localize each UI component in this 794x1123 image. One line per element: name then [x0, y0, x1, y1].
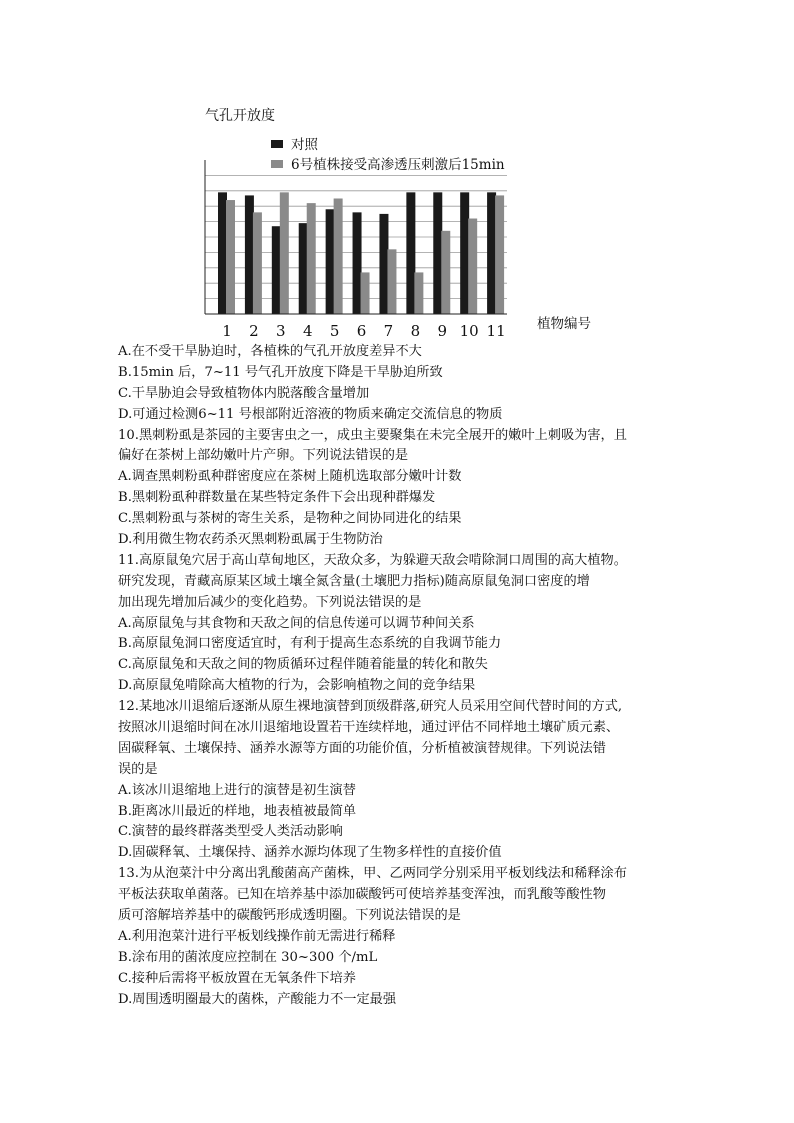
text-line: A.该冰川退缩地上进行的演替是初生演替: [118, 782, 356, 798]
bar-control: [433, 192, 442, 314]
x-tick-label: 2: [249, 322, 259, 340]
x-tick-label: 4: [302, 322, 313, 340]
text-line: B.涂布用的菌浓度应控制在 30~300 个/mL: [118, 949, 378, 965]
x-tick-label: 1: [222, 322, 232, 340]
text-line: C.高原鼠兔和天敌之间的物质循环过程伴随着能量的转化和散失: [118, 657, 488, 673]
bar-treatment: [387, 249, 396, 314]
bar-treatment: [361, 272, 370, 314]
x-tick-label: 7: [383, 322, 394, 340]
text-line: D.可通过检测6~11 号根部附近溶液的物质来确定交流信息的物质: [118, 406, 503, 422]
bar-treatment: [468, 219, 477, 314]
text-line: 加出现先增加后减少的变化趋势。下列说法错误的是: [118, 594, 422, 610]
text-line: 11.高原鼠兔穴居于高山草甸地区，天敌众多，为躲避天敌会啃除洞口周围的高大植物。: [118, 552, 627, 568]
text-line: D.利用微生物农药杀灭黑刺粉虱属于生物防治: [118, 532, 383, 548]
text-line: 按照冰川退缩时间在冰川退缩地设置若干连续样地，通过评估不同样地土壤矿质元素、: [118, 720, 620, 736]
bar-treatment: [307, 203, 316, 314]
x-tick-label: 9: [437, 322, 448, 340]
bar-control: [353, 212, 362, 314]
chart-legend: [271, 137, 505, 173]
text-line: B.15min 后，7~11 号气孔开放度下降是干旱胁迫所致: [118, 364, 443, 380]
text-line: 误的是: [118, 761, 158, 777]
bar-control: [460, 192, 469, 314]
bar-treatment: [280, 192, 289, 314]
x-tick-label: 6: [356, 322, 367, 340]
text-line: A.高原鼠兔与其食物和天敌之间的信息传递可以调节种间关系: [118, 615, 475, 631]
question-text: [118, 342, 718, 1011]
bar-control: [326, 209, 335, 314]
text-line: 研究发现，青藏高原某区域土壤全氮含量(土壤肥力指标)随高原鼠兔洞口密度的增: [118, 573, 590, 589]
text-line: B.黑刺粉虱种群数量在某些特定条件下会出现种群爆发: [118, 490, 436, 506]
x-tick-label: 5: [329, 322, 340, 340]
stomatal-opening-bar-chart: [195, 100, 615, 350]
text-line: A.在不受干旱胁迫时，各植株的气孔开放度差异不大: [118, 344, 422, 359]
x-tick-label: 11: [486, 322, 506, 340]
bar-treatment: [441, 231, 450, 314]
x-tick-labels: [222, 322, 505, 340]
text-line: C.黑刺粉虱与茶树的寄生关系，是物种之间协同进化的结果: [118, 511, 462, 527]
bar-treatment: [253, 212, 262, 314]
legend-swatch: [271, 160, 283, 168]
x-tick-label: 10: [459, 322, 479, 340]
legend-label: 6号植株接受高渗透压刺激后15min: [291, 157, 505, 173]
text-line: C.干旱胁迫会导致植物体内脱落酸含量增加: [118, 385, 370, 401]
legend-label: 对照: [291, 137, 318, 153]
bar-treatment: [334, 199, 343, 315]
text-line: 12.某地冰川退缩后逐渐从原生裸地演替到顶级群落,研究人员采用空间代替时间的方式,: [118, 699, 623, 715]
text-line: C.演替的最终群落类型受人类活动影响: [118, 824, 343, 840]
text-line: D.固碳释氧、土壤保持、涵养水源均体现了生物多样性的直接价值: [118, 845, 502, 861]
text-line: 质可溶解培养基中的碳酸钙形成透明圈。下列说法错误的是: [118, 908, 461, 924]
text-line: A.利用泡菜汁进行平板划线操作前无需进行稀释: [118, 928, 396, 944]
text-line: 平板法获取单菌落。已知在培养基中添加碳酸钙可使培养基变浑浊，而乳酸等酸性物: [118, 887, 606, 903]
x-tick-label: 8: [410, 322, 421, 340]
bar-treatment: [414, 272, 423, 314]
text-line: B.高原鼠兔洞口密度适宜时，有利于提高生态系统的自我调节能力: [118, 636, 502, 652]
bar-treatment: [495, 195, 504, 314]
chart-bars: [218, 192, 504, 314]
text-line: 10.黑刺粉虱是茶园的主要害虫之一，成虫主要聚集在未完全展开的嫩叶上刺吸为害，且: [118, 427, 627, 443]
bar-control: [272, 226, 281, 314]
bar-treatment: [226, 200, 235, 314]
bar-control: [218, 192, 227, 314]
x-axis-label: 植物编号: [537, 316, 591, 332]
bar-control: [245, 195, 254, 314]
text-line: B.距离冰川最近的样地，地表植被最简单: [118, 803, 357, 819]
bar-control: [299, 223, 308, 314]
bar-control: [487, 192, 496, 314]
text-line: C.接种后需将平板放置在无氧条件下培养: [118, 970, 356, 986]
legend-swatch: [271, 140, 283, 148]
bar-control: [379, 214, 388, 314]
text-line: 固碳释氧、土壤保持、涵养水源等方面的功能价值，分析植被演替规律。下列说法错: [118, 740, 606, 756]
text-line: D.周围透明圈最大的菌株，产酸能力不一定最强: [118, 991, 397, 1007]
text-line: 13.为从泡菜汁中分离出乳酸菌高产菌株，甲、乙两同学分别采用平板划线法和稀释涂布: [118, 866, 627, 882]
x-tick-label: 3: [276, 322, 286, 340]
text-line: A.调查黑刺粉虱种群密度应在茶树上随机选取部分嫩叶计数: [118, 469, 462, 485]
y-axis-label: 气孔开放度: [205, 108, 275, 124]
text-line: D.高原鼠兔啃除高大植物的行为，会影响植物之间的竞争结果: [118, 678, 476, 694]
text-line: 偏好在茶树上部幼嫩叶片产卵。下列说法错误的是: [118, 448, 409, 464]
bar-control: [406, 192, 415, 314]
